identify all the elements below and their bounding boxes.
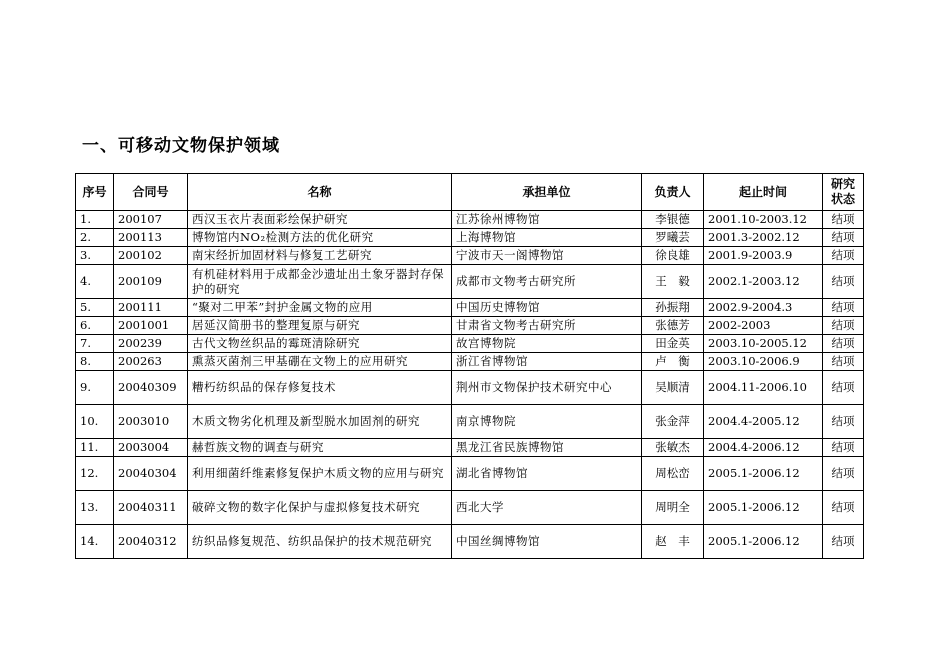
cell-no: 5. [76,299,114,317]
header-contract: 合同号 [114,174,188,211]
cell-no: 3. [76,247,114,265]
cell-period: 2003.10-2006.9 [704,353,823,371]
cell-name: “聚对二甲苯”封护金属文物的应用 [188,299,452,317]
cell-status: 结项 [823,405,864,439]
cell-status: 结项 [823,247,864,265]
cell-contract: 200239 [114,335,188,353]
cell-period: 2002.1-2003.12 [704,265,823,299]
section-title: 一、可移动文物保护领域 [82,136,280,156]
cell-no: 13. [76,491,114,525]
cell-status: 结项 [823,335,864,353]
cell-name: 纺织品修复规范、纺织品保护的技术规范研究 [188,525,452,559]
cell-name: 有机硅材料用于成都金沙遗址出土象牙器封存保护的研究 [188,265,452,299]
cell-contract: 20040311 [114,491,188,525]
cell-contract: 200111 [114,299,188,317]
projects-table [75,173,864,559]
cell-no: 11. [76,439,114,457]
cell-name: 南宋经折加固材料与修复工艺研究 [188,247,452,265]
cell-name: 西汉玉衣片表面彩绘保护研究 [188,211,452,229]
cell-unit: 黑龙江省民族博物馆 [452,439,642,457]
cell-no: 7. [76,335,114,353]
cell-name: 熏蒸灭菌剂三甲基硼在文物上的应用研究 [188,353,452,371]
cell-person: 张德芳 [642,317,704,335]
cell-person: 周明全 [642,491,704,525]
table-row [76,491,864,525]
cell-period: 2005.1-2006.12 [704,491,823,525]
cell-person: 周松峦 [642,457,704,491]
cell-contract: 20040309 [114,371,188,405]
cell-contract: 200263 [114,353,188,371]
cell-period: 2002.9-2004.3 [704,299,823,317]
cell-status: 结项 [823,353,864,371]
table-row [76,229,864,247]
cell-status: 结项 [823,211,864,229]
cell-person: 卢 衡 [642,353,704,371]
cell-period: 2004.4-2006.12 [704,439,823,457]
cell-unit: 浙江省博物馆 [452,353,642,371]
cell-unit: 甘肃省文物考古研究所 [452,317,642,335]
cell-contract: 20040312 [114,525,188,559]
cell-person: 李银德 [642,211,704,229]
cell-contract: 2003010 [114,405,188,439]
cell-period: 2002-2003 [704,317,823,335]
cell-no: 4. [76,265,114,299]
cell-name: 糟朽纺织品的保存修复技术 [188,371,452,405]
cell-no: 10. [76,405,114,439]
header-period: 起止时间 [704,174,823,211]
cell-name: 赫哲族文物的调查与研究 [188,439,452,457]
cell-name: 木质文物劣化机理及新型脱水加固剂的研究 [188,405,452,439]
header-person: 负责人 [642,174,704,211]
cell-status: 结项 [823,491,864,525]
cell-unit: 故宫博物院 [452,335,642,353]
header-status: 研究状态 [823,174,864,211]
cell-unit: 南京博物院 [452,405,642,439]
cell-person: 赵 丰 [642,525,704,559]
table-row [76,353,864,371]
cell-no: 8. [76,353,114,371]
header-name: 名称 [188,174,452,211]
cell-period: 2003.10-2005.12 [704,335,823,353]
cell-person: 罗曦芸 [642,229,704,247]
cell-person: 徐良雄 [642,247,704,265]
table-row [76,335,864,353]
cell-period: 2004.11-2006.10 [704,371,823,405]
table-row [76,317,864,335]
cell-status: 结项 [823,317,864,335]
cell-contract: 200102 [114,247,188,265]
cell-status: 结项 [823,439,864,457]
cell-person: 张金萍 [642,405,704,439]
cell-no: 1. [76,211,114,229]
cell-contract: 200109 [114,265,188,299]
table-row [76,439,864,457]
header-unit: 承担单位 [452,174,642,211]
table-row [76,265,864,299]
cell-contract: 200113 [114,229,188,247]
cell-person: 张敏杰 [642,439,704,457]
cell-unit: 宁波市天一阁博物馆 [452,247,642,265]
cell-unit: 荆州市文物保护技术研究中心 [452,371,642,405]
cell-unit: 上海博物馆 [452,229,642,247]
cell-unit: 江苏徐州博物馆 [452,211,642,229]
cell-status: 结项 [823,299,864,317]
table-row [76,299,864,317]
cell-period: 2001.9-2003.9 [704,247,823,265]
cell-person: 王 毅 [642,265,704,299]
cell-name: 古代文物丝织品的霉斑清除研究 [188,335,452,353]
cell-person: 孙振翔 [642,299,704,317]
cell-status: 结项 [823,525,864,559]
cell-period: 2005.1-2006.12 [704,525,823,559]
cell-contract: 200107 [114,211,188,229]
table-row [76,405,864,439]
cell-person: 吴顺清 [642,371,704,405]
table-row [76,457,864,491]
cell-status: 结项 [823,457,864,491]
cell-no: 9. [76,371,114,405]
cell-period: 2001.10-2003.12 [704,211,823,229]
table-row [76,211,864,229]
cell-no: 2. [76,229,114,247]
cell-period: 2001.3-2002.12 [704,229,823,247]
cell-period: 2004.4-2005.12 [704,405,823,439]
cell-status: 结项 [823,265,864,299]
cell-period: 2005.1-2006.12 [704,457,823,491]
cell-name: 居延汉简册书的整理复原与研究 [188,317,452,335]
cell-name: 利用细菌纤维素修复保护木质文物的应用与研究 [188,457,452,491]
header-no: 序号 [76,174,114,211]
cell-unit: 中国历史博物馆 [452,299,642,317]
cell-no: 6. [76,317,114,335]
cell-unit: 湖北省博物馆 [452,457,642,491]
table-row [76,371,864,405]
cell-no: 14. [76,525,114,559]
table-header-row [76,174,864,211]
cell-status: 结项 [823,229,864,247]
cell-contract: 2001001 [114,317,188,335]
cell-contract: 2003004 [114,439,188,457]
cell-name: 破碎文物的数字化保护与虚拟修复技术研究 [188,491,452,525]
cell-no: 12. [76,457,114,491]
cell-unit: 中国丝绸博物馆 [452,525,642,559]
cell-name: 博物馆内NO₂检测方法的优化研究 [188,229,452,247]
table-row [76,525,864,559]
cell-status: 结项 [823,371,864,405]
cell-person: 田金英 [642,335,704,353]
table-row [76,247,864,265]
cell-unit: 成都市文物考古研究所 [452,265,642,299]
cell-unit: 西北大学 [452,491,642,525]
cell-contract: 20040304 [114,457,188,491]
